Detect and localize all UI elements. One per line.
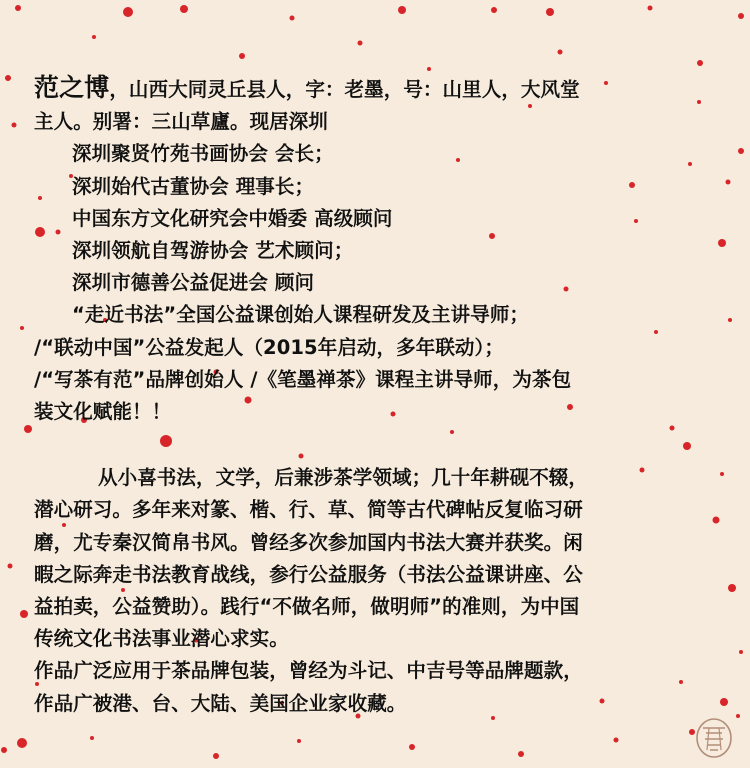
extra-line: /“写茶有范”品牌创始人 /《笔墨禅茶》课程主讲导师，为茶包: [34, 367, 572, 391]
bio-content: [34, 72, 724, 720]
role-line: “走近书法”全国公益课创始人课程研发及主讲导师；: [72, 303, 530, 327]
role-line: 深圳市德善公益促进会 顾问: [72, 271, 315, 295]
description-line: 作品广被港、台、大陆、美国企业家收藏。: [34, 691, 407, 715]
intro-line-2: 主人。别署：三山草廬。现居深圳: [34, 110, 329, 134]
extra-line: /“联动中国”公益发起人（2015年启动，多年联动）；: [34, 335, 504, 359]
description-line: 磨，尤专秦汉简帛书风。曾经多次参加国内书法大赛并获奖。闲: [34, 530, 583, 554]
role-line: 中国东方文化研究会中婚委 高级顾问: [72, 206, 393, 230]
seal-stamp-icon: [694, 716, 734, 760]
role-line: 深圳聚贤竹苑书画协会 会长；: [72, 142, 334, 166]
description-line: 潜心研习。多年来对篆、楷、行、草、简等古代碑帖反复临习研: [34, 498, 583, 522]
role-line: 深圳领航自驾游协会 艺术顾问；: [72, 239, 354, 263]
person-name: 范之博: [34, 73, 110, 102]
role-line: 深圳始代古董协会 理事长；: [72, 174, 315, 198]
description-line: 传统文化书法事业潜心求实。: [34, 627, 289, 651]
description-line: 益拍卖，公益赞助）。践行“不做名师，做明师”的准则，为中国: [34, 595, 580, 619]
description-line: 暇之际奔走书法教育战线，参行公益服务（书法公益课讲座、公: [34, 562, 583, 586]
intro-line-1: [34, 72, 724, 106]
description-line: 从小喜书法，文学，后兼涉茶学领域；几十年耕砚不辍，: [98, 466, 589, 490]
description-line: 作品广泛应用于茶品牌包装，曾经为斗记、中吉号等品牌题款，: [34, 659, 583, 683]
extra-line: 装文化赋能！！: [34, 400, 172, 424]
intro-text: ，山西大同灵丘县人，字：老墨，号：山里人，大风堂: [109, 78, 580, 101]
paragraph-gap: [34, 428, 724, 462]
